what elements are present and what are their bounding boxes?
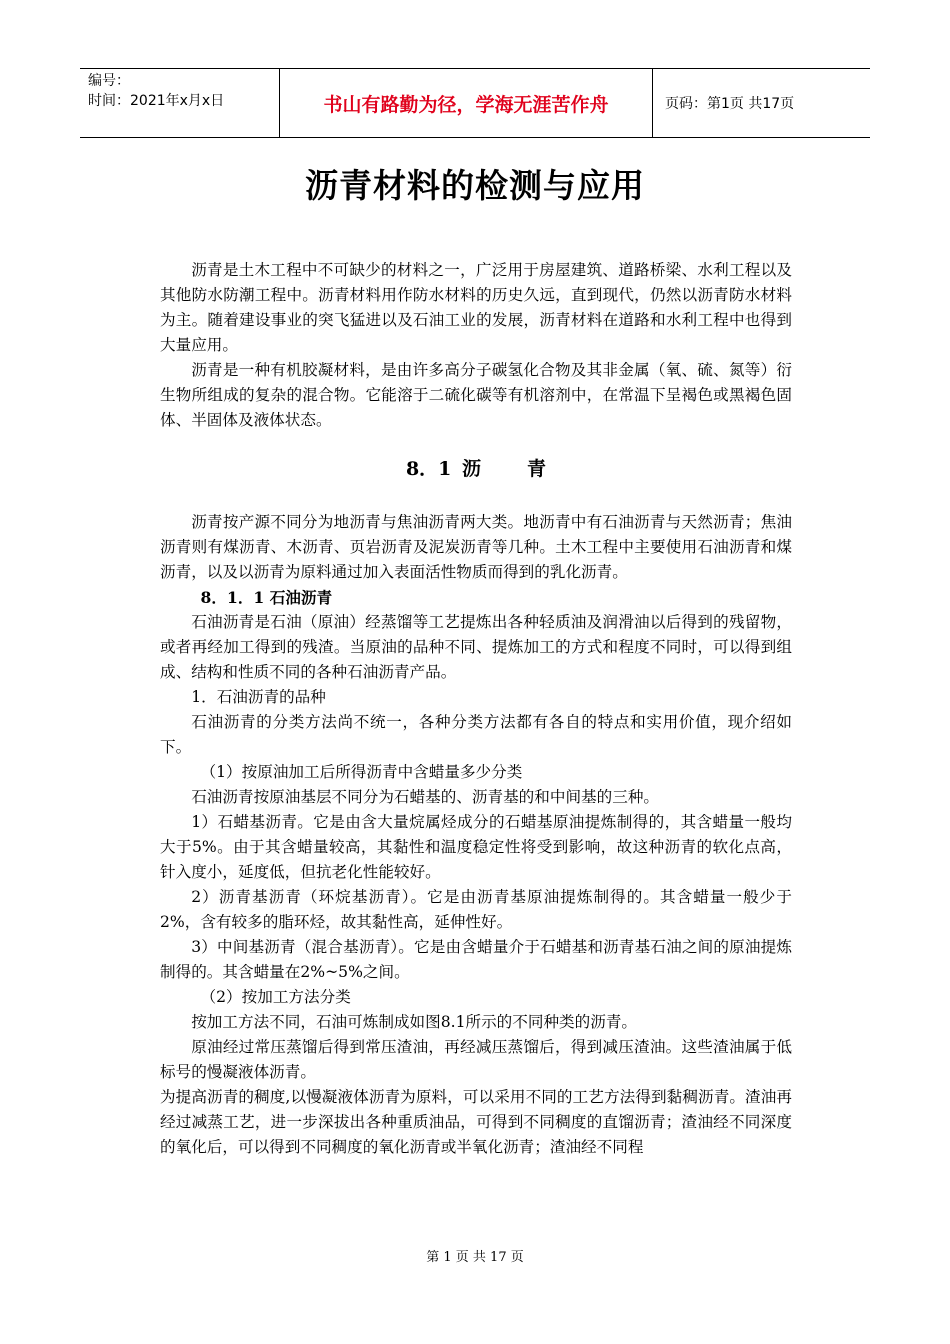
header-meta <box>80 69 280 137</box>
page-footer: 第 1 页 共 17 页 <box>426 1250 524 1265</box>
body-paragraph: 石油沥青按原油基层不同分为石蜡基的、沥青基的和中间基的三种。 <box>191 788 660 806</box>
body-paragraph: 为提高沥青的稠度,以慢凝液体沥青为原料，可以采用不同的工艺方法得到黏稠沥青。渣油再经过减蒸工艺，进一步深拔出各种重质油品，可得到不同稠度的直馏沥青；渣油经不同深度的氧化后，可以得到不同稠度的氧化沥青或半氧化沥青；渣油经不同程 <box>160 1088 792 1156</box>
page-header <box>80 68 870 138</box>
body-paragraph: 石油沥青的分类方法尚不统一，各种分类方法都有各自的特点和实用价值，现介绍如下。 <box>160 713 792 756</box>
body-paragraph: 原油经过常压蒸馏后得到常压渣油，再经减压蒸馏后，得到减压渣油。这些渣油属于低标号的慢凝液体沥青。 <box>160 1038 792 1081</box>
time-label: 时间：2021年x月x日 <box>88 93 225 109</box>
header-motto: 书山有路勤为径，学海无涯苦作舟 <box>280 69 653 137</box>
body-paragraph: 1）石蜡基沥青。它是由含大量烷属烃成分的石蜡基原油提炼制得的，其含蜡量一般均大于5%。由于其含蜡量较高，其黏性和温度稳定性将受到影响，故这种沥青的软化点高，针入度小，延度低，但抗老化性能较好。 <box>160 813 792 881</box>
subsection-heading: 8．1．1 石油沥青 <box>200 588 333 607</box>
document-body <box>160 258 792 1160</box>
body-paragraph: 石油沥青是石油（原油）经蒸馏等工艺提炼出各种轻质油及润滑油以后得到的残留物，或者再经加工得到的残渣。当原油的品种不同、提炼加工的方式和程度不同时，可以得到组成、结构和性质不同的各种石油沥青产品。 <box>160 613 792 681</box>
body-paragraph: 2）沥青基沥青（环烷基沥青）。它是由沥青基原油提炼制得的。其含蜡量一般少于2%，含有较多的脂环烃，故其黏性高，延伸性好。 <box>160 888 792 931</box>
intro-paragraph: 沥青是土木工程中不可缺少的材料之一，广泛用于房屋建筑、道路桥梁、水利工程以及其他防水防潮工程中。沥青材料用作防水材料的历史久远，直到现代，仍然以沥青防水材料为主。随着建设事业的突飞猛进以及石油工业的发展，沥青材料在道路和水利工程中也得到大量应用。 <box>160 261 792 354</box>
header-page-info: 页码：第1页 共17页 <box>665 96 795 112</box>
document-title: 沥青材料的检测与应用 <box>305 166 645 205</box>
body-paragraph: 沥青按产源不同分为地沥青与焦油沥青两大类。地沥青中有石油沥青与天然沥青；焦油沥青则有煤沥青、木沥青、页岩沥青及泥炭沥青等几种。土木工程中主要使用石油沥青和煤沥青，以及以沥青为原料通过加入表面活性物质而得到的乳化沥青。 <box>160 513 792 581</box>
section-number: 8．1 <box>405 458 452 480</box>
section-name-first: 沥 <box>462 458 482 480</box>
body-paragraph: 1．石油沥青的品种 <box>191 688 326 706</box>
body-paragraph: （2）按加工方法分类 <box>200 988 351 1006</box>
body-paragraph: （1）按原油加工后所得沥青中含蜡量多少分类 <box>200 763 523 781</box>
body-paragraph: 3）中间基沥青（混合基沥青）。它是由含蜡量介于石蜡基和沥青基石油之间的原油提炼制得的。其含蜡量在2%~5%之间。 <box>160 938 792 981</box>
body-paragraph: 按加工方法不同，石油可炼制成如图8.1所示的不同种类的沥青。 <box>191 1013 638 1031</box>
number-label: 编号： <box>88 73 130 89</box>
section-name-second: 青 <box>527 458 547 480</box>
intro-paragraph: 沥青是一种有机胶凝材料，是由许多高分子碳氢化合物及其非金属（氧、硫、氮等）衍生物所组成的复杂的混合物。它能溶于二硫化碳等有机溶剂中，在常温下呈褐色或黑褐色固体、半固体及液体状态。 <box>160 361 792 429</box>
section-heading <box>160 454 792 484</box>
